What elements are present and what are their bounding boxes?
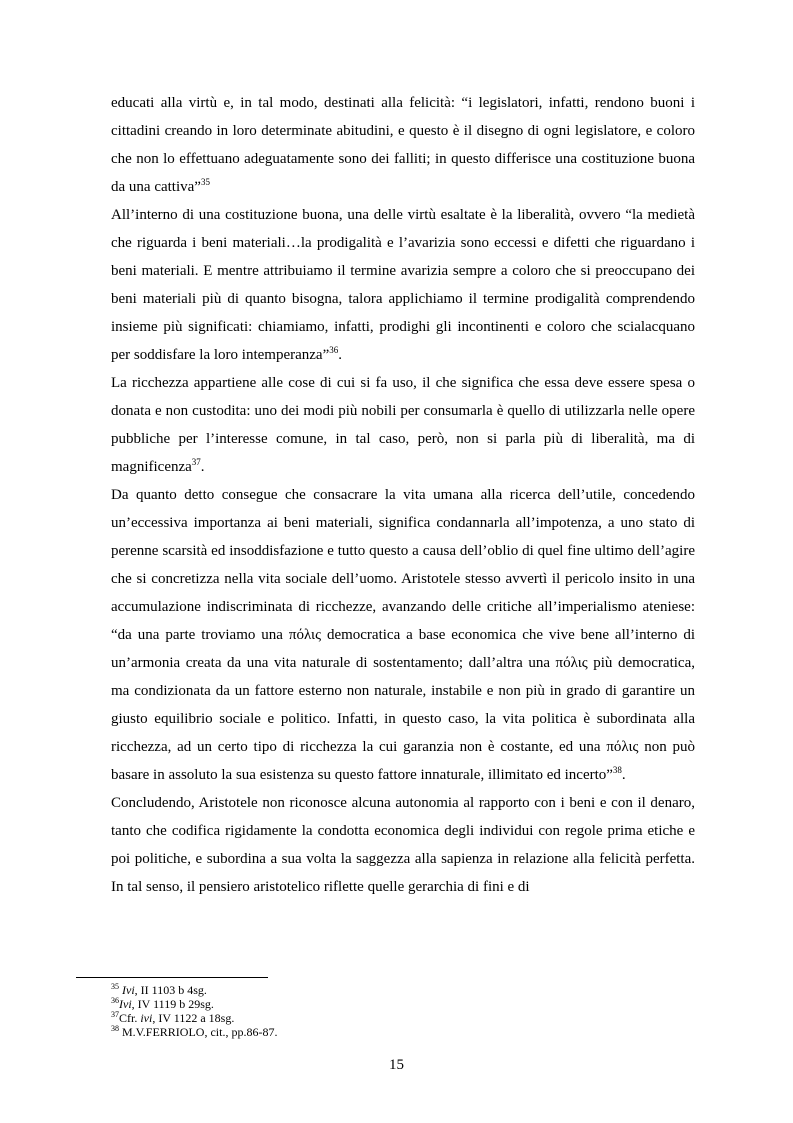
footnote-prefix: Cfr. xyxy=(119,1011,141,1025)
footnote-text: , IV 1122 a 18sg. xyxy=(152,1011,235,1025)
paragraph-text: All’interno di una costituzione buona, una delle virtù esaltate è la liberalità, ovvero “la medietà che riguarda i beni materiali…la prodigalità e l’avarizia sono eccessi e difetti che riguardano i beni materiali. E mentre attribuiamo il termine avarizia sempre a coloro che si preoccupano dei beni materiali più di quanto bisogna, talora applichiamo il termine prodigalità comprendendo insieme più significati: chiamiamo, infatti, prodighi gli incontinenti e coloro che scialacquano per soddisfare la loro intemperanza” xyxy=(111,207,695,363)
footnote-38 xyxy=(111,1025,611,1039)
paragraph-4 xyxy=(111,481,695,789)
footnote-ref[interactable]: 38 xyxy=(612,765,622,775)
footnote-number: 36 xyxy=(111,996,119,1005)
footnote-text: , IV 1119 b 29sg. xyxy=(131,997,214,1011)
footnote-italic: ivi xyxy=(140,1011,153,1025)
footnote-number: 37 xyxy=(111,1010,119,1019)
footnotes xyxy=(111,983,611,1039)
body-text xyxy=(111,89,695,901)
paragraph-3 xyxy=(111,369,695,481)
page-number: 15 xyxy=(389,1057,404,1073)
paragraph-tail: . xyxy=(621,767,626,783)
footnote-ref[interactable]: 35 xyxy=(200,177,210,187)
footnote-35 xyxy=(111,983,611,997)
footnote-italic: Ivi xyxy=(119,997,132,1011)
footnote-separator xyxy=(76,977,268,978)
paragraph-2 xyxy=(111,201,695,369)
paragraph-5 xyxy=(111,789,695,901)
footnote-italic: Ivi xyxy=(122,983,135,997)
paragraph-text: Concludendo, Aristotele non riconosce alcuna autonomia al rapporto con i beni e con il denaro, tanto che codifica rigidamente la condotta economica degli individui con regole prima etiche e poi politiche, e subordina a sua volta la saggezza alla sapienza in relazione alla felicità perfetta. In tal senso, il pensiero aristotelico riflette quelle gerarchia di fini e di xyxy=(111,795,695,895)
footnote-text: , II 1103 b 4sg. xyxy=(134,983,207,997)
paragraph-text: educati alla virtù e, in tal modo, destinati alla felicità: “i legislatori, infatti, rendono buoni i cittadini creando in loro determinate abitudini, e questo è il disegno di ogni legislatore, e coloro che non lo effettuano adeguatamente sono dei falliti; in questo differisce una costituzione buona da una cattiva” xyxy=(111,95,695,195)
paragraph-1 xyxy=(111,89,695,201)
paragraph-text: Da quanto detto consegue che consacrare la vita umana alla ricerca dell’utile, concedendo un’eccessiva importanza ai beni materiali, significa condannarla all’impotenza, a uno stato di perenne scarsità ed insoddisfazione e tutto questo a causa dell’oblio di quel fine ultimo dell’agire che si concretizza nella vita sociale dell’uomo. Aristotele stesso avvertì il pericolo insito in una accumulazione indiscriminata di ricchezze, avanzando delle critiche all’imperialismo ateniese: “da una parte troviamo una πόλις democratica a base economica che vive bene all’interno di un’armonia creata da una vita naturale di sostentamento; dall’altra una πόλις più democratica, ma condizionata da un fattore esterno non naturale, instabile e non più in grado di garantire un giusto equilibrio sociale e politico. Infatti, in questo caso, la vita politica è subordinata alla ricchezza, ad un certo tipo di ricchezza la cui garanzia non è costante, ed una πόλις non può basare in assoluto la sua esistenza su questo fattore innaturale, illimitato ed incerto” xyxy=(111,487,695,783)
footnote-ref[interactable]: 36 xyxy=(329,345,339,355)
paragraph-tail: . xyxy=(200,459,205,475)
footnote-text: M.V.FERRIOLO, cit., pp.86-87. xyxy=(122,1025,278,1039)
footnote-ref[interactable]: 37 xyxy=(191,457,201,467)
footnote-36 xyxy=(111,997,611,1011)
footnote-number: 35 xyxy=(111,982,119,991)
paragraph-tail: . xyxy=(338,347,342,363)
footnote-37 xyxy=(111,1011,611,1025)
paragraph-text: La ricchezza appartiene alle cose di cui si fa uso, il che significa che essa deve essere spesa o donata e non custodita: uno dei modi più nobili per consumarla è quello di utilizzarla nelle opere pubbliche per l’interesse comune, in tal caso, però, non si parla più di liberalità, ma di magnificenza xyxy=(111,375,695,475)
footnote-number: 38 xyxy=(111,1024,119,1033)
